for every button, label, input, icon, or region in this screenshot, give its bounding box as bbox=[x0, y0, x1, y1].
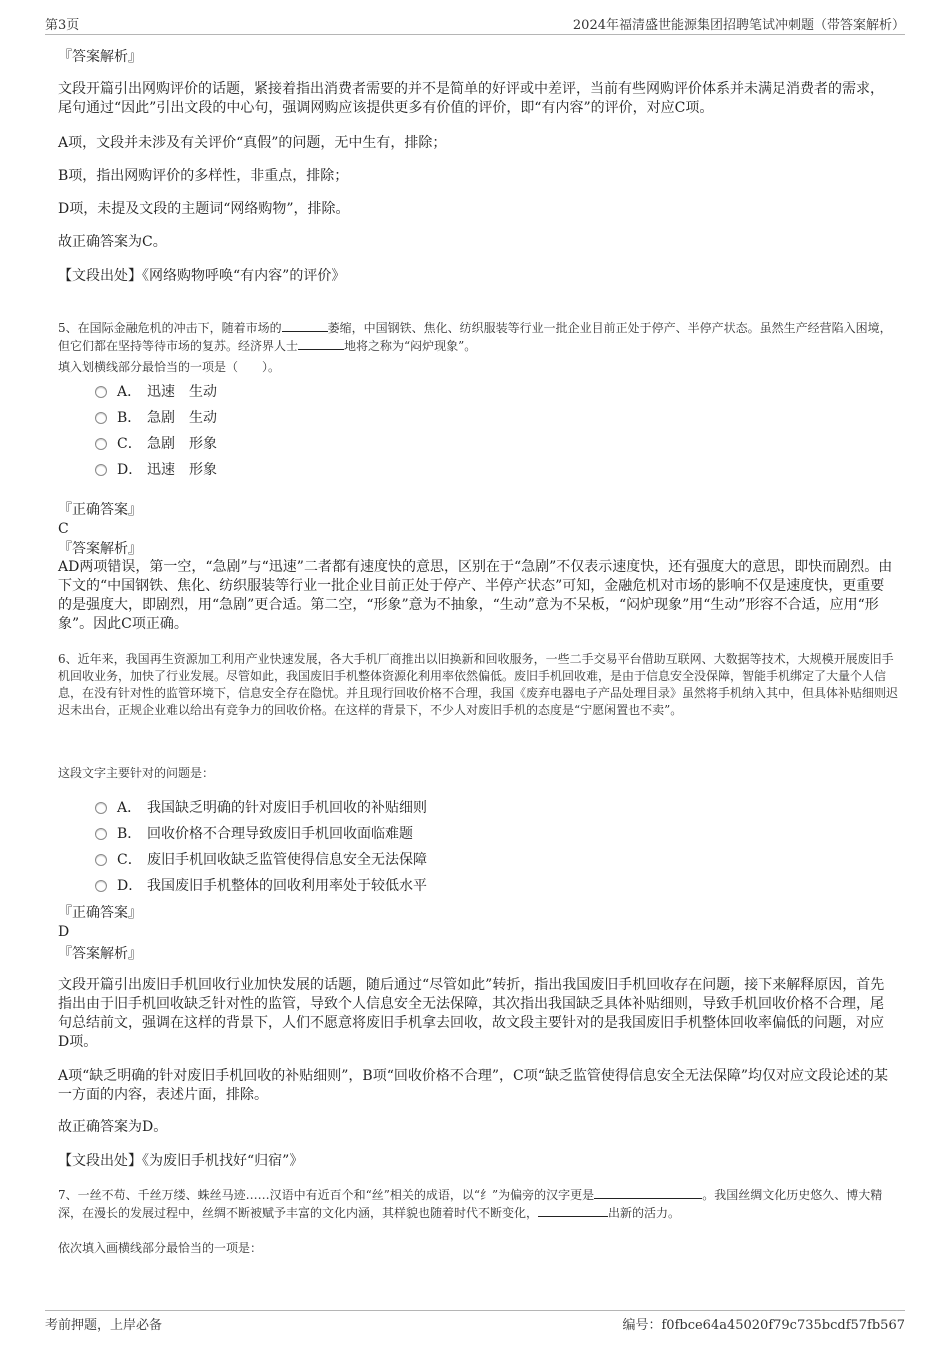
option-text: 我国缺乏明确的针对废旧手机回收的补贴细则 bbox=[147, 800, 427, 816]
fill-blank-2 bbox=[298, 337, 344, 350]
option-word-2: 生动 bbox=[189, 410, 217, 426]
analysis-option-d: D项，未提及文段的主题词“网络购物”，排除。 bbox=[58, 201, 350, 217]
option-text: 废旧手机回收缺乏监管使得信息安全无法保障 bbox=[147, 852, 427, 868]
question-6-option-b[interactable] bbox=[95, 825, 413, 843]
option-word-1: 迅速 bbox=[147, 462, 175, 478]
fill-blank-1 bbox=[594, 1186, 702, 1199]
option-letter: C． bbox=[117, 436, 142, 452]
page-number: 第3页 bbox=[45, 18, 80, 33]
question-5-option-a[interactable] bbox=[95, 383, 217, 401]
question-5-option-c[interactable] bbox=[95, 435, 217, 453]
radio-button[interactable] bbox=[95, 386, 107, 398]
analysis-conclusion: 故正确答案为C。 bbox=[58, 234, 167, 250]
option-word-2: 形象 bbox=[189, 436, 217, 452]
option-text: 回收价格不合理导致废旧手机回收面临难题 bbox=[147, 826, 413, 842]
radio-button[interactable] bbox=[95, 802, 107, 814]
fill-blank-1 bbox=[282, 319, 328, 332]
option-word-1: 急剧 bbox=[147, 410, 175, 426]
footer-divider bbox=[45, 1310, 905, 1311]
option-letter: C． bbox=[117, 852, 142, 868]
question-6-option-c[interactable] bbox=[95, 851, 427, 869]
analysis-paragraph: 文段开篇引出网购评价的话题，紧接着指出消费者需要的并不是简单的好评或中差评，当前有些网购评价体系并未满足消费者的需求，尾句通过“因此”引出文段的中心句，强调网购应该提供更多有价值的评价，即“有内容”的评价，对应C项。 bbox=[58, 81, 884, 116]
radio-button[interactable] bbox=[95, 828, 107, 840]
question-5-option-b[interactable] bbox=[95, 409, 217, 427]
radio-button[interactable] bbox=[95, 854, 107, 866]
text-source: 【文段出处】《网络购物呼唤“有内容”的评价》 bbox=[58, 268, 346, 284]
analysis-option-a: A项，文段并未涉及有关评价“真假”的问题，无中生有，排除； bbox=[58, 135, 447, 151]
option-letter: D． bbox=[117, 878, 143, 894]
document-id: 编号：f0fbce64a45020f79c735bcdf57fb567 bbox=[622, 1318, 905, 1333]
question-5-text-part2: 萎缩，中国钢铁、焦化、纺织服装等行业一批企业目前正处于停产、半停产状态。虽然生产经营陷入困境，但它们都在坚持等待市场的复苏。经济界人士 bbox=[58, 321, 892, 353]
option-text: 我国废旧手机整体的回收利用率处于较低水平 bbox=[147, 878, 427, 894]
analysis-label: 『答案解析』 bbox=[58, 49, 142, 65]
question-5-prompt: 填入划横线部分最恰当的一项是（ ）。 bbox=[58, 360, 281, 374]
correct-answer: D bbox=[58, 924, 70, 940]
option-word-1: 急剧 bbox=[147, 436, 175, 452]
question-6-option-d[interactable] bbox=[95, 877, 427, 895]
analysis-paragraph: AD两项错误，第一空，“急剧”与“迅速”二者都有速度快的意思，区别在于“急剧”不仅表示速度快，还有强度大的意思，即快而剧烈。由下文的“中国钢铁、焦化、纺织服装等行业一批企业目前正处于停产、半停产状态”可知，金融危机对市场的影响不仅是速度快，更重要的是强度大，即剧烈，用“急剧”更合适。第二空，“形象”意为不抽象，“生动”意为不呆板，“闷炉现象”用“生动”形容不合适，应用“形象”。因此C项正确。 bbox=[58, 559, 893, 632]
question-6-text: 6、近年来，我国再生资源加工利用产业快速发展，各大手机厂商推出以旧换新和回收服务，一些二手交易平台借助互联网、大数据等技术，大规模开展废旧手机回收业务，加快了行业发展。尽管如此，我国废旧手机整体资源化利用率依然偏低。废旧手机回收难，是由于信息安全没保障，智能手机绑定了大量个人信息，在没有针对性的监管环境下，信息安全存在隐忧。并且现行回收价格不合理，我国《废弃电器电子产品处理目录》虽然将手机纳入其中，但具体补贴细则迟迟未出台，正规企业难以给出有竞争力的回收价格。在这样的背景下，不少人对废旧手机的态度是“宁愿闲置也不卖”。 bbox=[58, 652, 899, 717]
question-7-text-part3: 出新的活力。 bbox=[608, 1206, 681, 1220]
radio-button[interactable] bbox=[95, 412, 107, 424]
analysis-conclusion: 故正确答案为D。 bbox=[58, 1119, 168, 1135]
text-source: 【文段出处】《为废旧手机找好“归宿”》 bbox=[58, 1153, 304, 1169]
analysis-options: A项“缺乏明确的针对废旧手机回收的补贴细则”，B项“回收价格不合理”，C项“缺乏监管使得信息安全无法保障”均仅对应文段论述的某一方面的内容，表述片面，排除。 bbox=[58, 1068, 889, 1103]
document-title: 2024年福清盛世能源集团招聘笔试冲刺题（带答案解析） bbox=[572, 18, 905, 33]
header-divider bbox=[45, 34, 905, 35]
option-letter: D． bbox=[117, 462, 143, 478]
question-6-option-a[interactable] bbox=[95, 799, 427, 817]
fill-blank-2 bbox=[538, 1204, 608, 1217]
analysis-label: 『答案解析』 bbox=[58, 541, 142, 557]
question-7-text-part1: 7、一丝不苟、千丝万缕、蛛丝马迹……汉语中有近百个和“丝”相关的成语，以“纟”为偏旁的汉字更是 bbox=[58, 1188, 595, 1202]
question-5-option-d[interactable] bbox=[95, 461, 217, 479]
correct-answer-label: 『正确答案』 bbox=[58, 502, 142, 518]
option-word-2: 生动 bbox=[189, 384, 217, 400]
analysis-option-b: B项，指出网购评价的多样性，非重点，排除； bbox=[58, 168, 349, 184]
radio-button[interactable] bbox=[95, 464, 107, 476]
correct-answer: C bbox=[58, 521, 69, 537]
option-letter: B． bbox=[117, 826, 142, 842]
question-5-text-part1: 5、在国际金融危机的冲击下，随着市场的 bbox=[58, 321, 282, 335]
radio-button[interactable] bbox=[95, 438, 107, 450]
question-5-text-part3: 地将之称为“闷炉现象”。 bbox=[344, 339, 477, 353]
question-5-text bbox=[58, 319, 898, 355]
question-7-text-part2: 。我国丝绸文化历史悠久、博大精深，在漫长的发展过程中，丝绸不断被赋予丰富的文化内涵，其样貌也随着时代不断变化， bbox=[58, 1188, 883, 1220]
question-6-prompt: 这段文字主要针对的问题是： bbox=[58, 766, 215, 780]
option-word-1: 迅速 bbox=[147, 384, 175, 400]
analysis-label: 『答案解析』 bbox=[58, 946, 142, 962]
option-word-2: 形象 bbox=[189, 462, 217, 478]
option-letter: B． bbox=[117, 410, 142, 426]
question-7-text bbox=[58, 1186, 898, 1222]
footer-slogan: 考前押题，上岸必备 bbox=[45, 1318, 163, 1333]
option-letter: A． bbox=[117, 800, 142, 816]
radio-button[interactable] bbox=[95, 880, 107, 892]
analysis-paragraph: 文段开篇引出废旧手机回收行业加快发展的话题，随后通过“尽管如此”转折，指出我国废旧手机回收存在问题，接下来解释原因，首先指出由于旧手机回收缺乏针对性的监管，导致个人信息安全无法保障，其次指出我国缺乏具体补贴细则，导致手机回收价格不合理，尾句总结前文，强调在这样的背景下，人们不愿意将废旧手机拿去回收，故文段主要针对的是我国废旧手机整体回收率偏低的问题，对应D项。 bbox=[58, 977, 885, 1050]
question-7-prompt: 依次填入画横线部分最恰当的一项是： bbox=[58, 1241, 263, 1255]
correct-answer-label: 『正确答案』 bbox=[58, 905, 142, 921]
option-letter: A． bbox=[117, 384, 142, 400]
